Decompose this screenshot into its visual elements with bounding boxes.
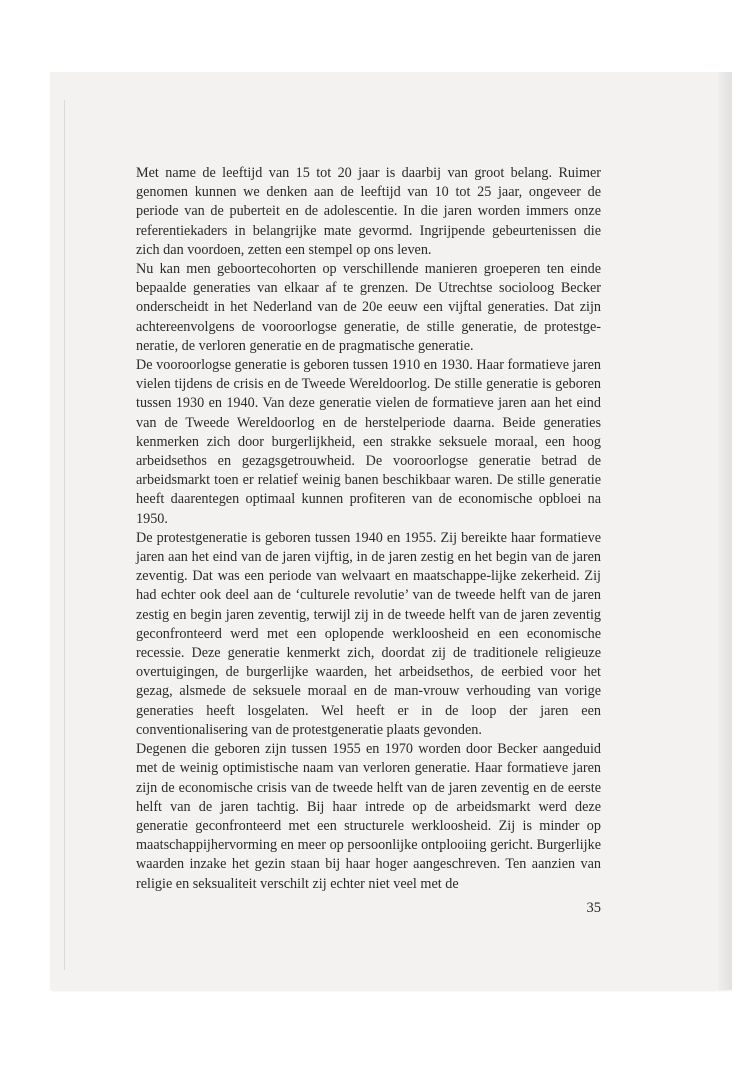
paragraph-3: De vooroorlogse generatie is geboren tussen 1910 en 1930. Haar formatieve jaren vielen tijdens de crisis en de Tweede Wereldoorlog. De stille generatie is geboren tussen 1930 en 1940. Van deze generatie vielen de formatieve jaren aan het eind van de Tweede Wereldoorlog en de herstelperiode daarna. Beide generaties kenmerken zich door burgerlijkheid, een strakke seksuele moraal, een hoog arbeidsethos en gezagsgetrouwheid. De vooroorlogse generatie betrad de arbeidsmarkt toen er relatief weinig banen beschikbaar waren. De stille generatie heeft daarentegen optimaal kunnen profiteren van de economische opbloei na 1950. [136,357,601,527]
paragraph-1: Met name de leeftijd van 15 tot 20 jaar is daarbij van groot belang. Ruimer genomen kunnen we denken aan de leeftijd van 10 tot 25 jaar, ongeveer de periode van de puberteit en de adolescentie. In die jaren worden immers onze referentiekaders in belangrijke mate gevormd. Ingrijpende gebeurtenissen die zich dan voordoen, zetten een stempel op ons leven. [136,165,601,258]
body-text [136,164,601,894]
page-edge [718,72,732,990]
page-number: 35 [586,900,601,916]
paragraph-2: Nu kan men geboortecohorten op verschillende manieren groeperen ten einde bepaalde generaties van elkaar af te grenzen. De Utrechtse socioloog Becker onderscheidt in het Nederland van de 20e eeuw een vijftal generaties. Dat zijn achtereenvolgens de vooroorlogse generatie, de stille generatie, de protestge-neratie, de verloren generatie en de pragmatische generatie. [136,261,601,354]
paragraph-5: Degenen die geboren zijn tussen 1955 en 1970 worden door Becker aangeduid met de weinig optimistische naam van verloren generatie. Haar formatieve jaren zijn de economische crisis van de tweede helft van de jaren zeventig en de eerste helft van de jaren tachtig. Bij haar intrede op de arbeidsmarkt werd deze generatie geconfronteerd met een structurele werkloosheid. Zij is minder op maatschappijhervorming en meer op persoonlijke ontplooiing gericht. Burgerlijke waarden inzake het gezin staan bij haar hoger aangeschreven. Ten aanzien van religie en seksualiteit verschilt zij echter niet veel met de [136,741,601,892]
binding-line [64,100,65,970]
paragraph-4: De protestgeneratie is geboren tussen 1940 en 1955. Zij bereikte haar formatieve jaren aan het eind van de jaren vijftig, in de jaren zestig en het begin van de jaren zeventig. Dat was een periode van welvaart en maatschappe-lijke zekerheid. Zij had echter ook deel aan de ‘culturele revolutie’ van de tweede helft van de jaren zestig en begin jaren zeventig, terwijl zij in de tweede helft van de jaren zeventig geconfronteerd werd met een oplopende werkloosheid en een economische recessie. Deze generatie kenmerkt zich, doordat zij de traditionele religieuze overtuigingen, de burgerlijke waarden, het arbeidsethos, de eerbied voor het gezag, alsmede de seksuele moraal en de man-vrouw verhouding van vorige generaties heeft losgelaten. Wel heeft er in de loop der jaren een conventionalisering van de protestgeneratie plaats gevonden. [136,529,601,738]
